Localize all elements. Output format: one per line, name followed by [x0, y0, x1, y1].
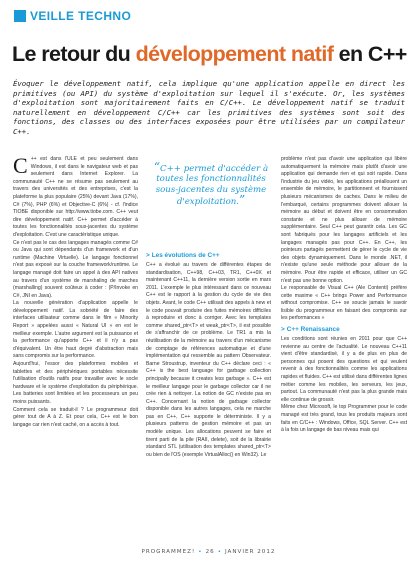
- paragraph: Aujourd'hui, l'essor des plateformes mobiles et tablettes et des périphériques portables nécessite l'utilisation d'outils natifs pour travailler avec le socle hardware et le système d'exploitation du périphérique. Les batteries sont limitées et les processeurs un peu moins puissants.: [13, 361, 138, 405]
- column-3: [281, 156, 407, 435]
- magazine-name: PROGRAMMEZ!: [141, 549, 196, 555]
- paragraph: Le responsable de Visual C++ (Ale Contenti) préfère cette maxime « C++ brings Power and Performance without compromise. C++ se soucie jamais le savoir lisible du programmeur en faisant des compromis sur les performances »: [281, 285, 407, 322]
- subhead: [146, 252, 271, 260]
- column-1: [13, 153, 138, 429]
- separator: •: [198, 549, 203, 555]
- article-title: [12, 42, 407, 67]
- arrow-icon: >: [146, 252, 150, 259]
- page-footer: [0, 549, 417, 555]
- section-label: VEILLE TECHNO: [30, 9, 132, 23]
- subhead-text: C++ Renaissance: [286, 326, 340, 334]
- pull-quote-text: C++ permet d'accéder à toutes les fonctionnalités sous-jacentes du système d'exploitation.: [155, 164, 269, 208]
- subhead-text: Les évolutions de C++: [151, 252, 220, 259]
- title-part-3: en C++: [333, 42, 407, 66]
- arrow-icon: >: [281, 326, 285, 334]
- article-intro: Évoquer le développement natif, cela implique qu'une application appelle en direct les primitives (ou API) du système d'exploitation sur lequel il s'exécute. Or, les systèmes d'exploitation sont majoritairement faits en C/C++. Le développement natif se traduit naturellement en développement C/C++ car les primitives des systèmes sont soit des fonctions, des classes ou des interfaces exposées pour être utilisées par un compilateur C++.: [13, 79, 405, 136]
- title-highlight: développement natif: [135, 42, 334, 66]
- quote-mark-icon: ”: [239, 193, 246, 208]
- paragraph: problème n'est pas d'avoir une application qui libère automatiquement la mémoire mais plutôt d'avoir une application qui demande rien et qui soit rapide. Dans l'industrie du jeu vidéo, les applications préallouent un ensemble de mémoire, le partitionnent et fournissent plusieurs mécanismes de caches. Dans le milieu de l'embarqué, certains programmes doivent allouer la mémoire au début et doivent être en consommation constante et ne plus allouer de mémoire supplémentaire. Seul C++ peut garantir cela. Les GC sont fabriqués pour les langages artificiels et les langages managés pas pour C++. En C++, les pointeurs partagés permettent de gérer le cycle de vie des objets dynamiquement. Dans le monde .NET, il n'existe qu'une seule méthode pour allouer de la mémoire. Pour être rapide et efficace, utiliser un GC n'est pas une bonne option.: [281, 156, 407, 284]
- separator: •: [217, 549, 222, 555]
- paragraph: La nouvelle génération d'application appelle le développement natif. La sobriété de faire des interfaces utilisateur comme dans le film « Minority Report » appelées aussi « Natural UI » en est le meilleur exemple. L'autre argument est la puissance et la performance qu'apporte C++ et il n'y a pas d'équivalent. Un être haut degré d'abstraction mais sans compromis sur la performance.: [13, 300, 138, 360]
- paragraph: Comment cela se traduit-il ? Le programmeur doit gérer tout de A à Z. Et pour cela, C++ est le bon langage car rien n'est caché, on a accès à tout.: [13, 406, 138, 428]
- quote-mark-icon: “: [153, 160, 161, 174]
- section-marker-square: [14, 10, 26, 22]
- pull-quote: [150, 162, 272, 208]
- paragraph: C++ a évolué au travers de différentes étapes de standardisation, C++98, C++03, TR1, C++0X et maintenant C++11, la dernière version sortie en mars 2011. L'exemple le plus intéressant dans ce nouveau C++ est le rapport à la gestion du cycle de vie des objets. Avant, le code C++ utilisait des appels à new et le code pouvait produire des fuites mémoires difficiles à reproduire et donc à corriger. Avec les templates comme shared_ptr<T> et weak_ptr<T>, il est possible de s'affranchir de ce problème. Le TR1 a mis la réutilisation de la mémoire au travers d'un mécanisme de comptage de références automatique et d'une implémentation qui ressemble au pattern Observateur. Barne Stroustrup, inventeur du C++ déclare ceci : « C++ is the best language for garbage collection principally because it creates less garbage ». C++ est le meilleur langage pour le garbage collector car il ne crée rien à nettoyer. La notion de GC n'existe pas en C++. Concernant la notion de garbage collector disponible dans les autres langages, cela ne marche pas en C++, C++ supporte le déterministe. Il y a plusieurs patterns de gestion mémoire et pas un modèle unique. Les allocations peuvent se faire et tirent parti de la pile (RAII, delete), soit de la librairie standard STL (utilisation des templates shared_ptr<T> ou bien de l'OS (exemple VirtualAlloc() en Win32). Le: [146, 262, 271, 458]
- drop-cap: C: [13, 153, 28, 178]
- paragraph: ++ est dans l'ULE et peu seulement dans Windows, il est dans le navigateur web et pas seulement dans Internet Explorer. La communauté C++ ne se résume pas seulement au travers des universités et des entreprises, c'est la plateforme la plus populaire (25%) devant Java (17%), C# (7%), PHP (6%) et Objective-C (6%) - cf. l'indice TIOBE disponible sur http://www.tiobe.com. C++ veut dire développement natif. C++ permet d'accéder à toutes les fonctionnalités sous-jacentes du système d'exploitation. C'est une caractéristique unique.: [13, 156, 138, 238]
- page-number: 26: [205, 549, 215, 555]
- issue-date: JANVIER 2012: [225, 549, 276, 555]
- column-2: [146, 252, 271, 459]
- subhead: [281, 326, 407, 334]
- paragraph: Les conditions sont réunies en 2011 pour que C++ revienne au centre de l'actualité. Le nouveau C++11 vient d'être standardisé, il y a de plus en plus de personnes qui posent des questions et qui veulent revenir à des fonctionnalités comme les applications rapides et fluides. C++ est utilisé dans différentes lignes métier comme les mobiles, les serveurs, les jeux, partout. La communauté n'est pas la plus grande mais elle continue de grossir.: [281, 336, 407, 403]
- title-part-1: Le retour du: [12, 42, 136, 66]
- paragraph: Même chez Microsoft, le top Programmer pour le code managé est très grand, tous les produits majeurs sont faits en C/C++ : Windows, Office, SQL Server. C++ est à la fois un langage de bas niveau mais qui: [281, 404, 407, 434]
- paragraph: Ce n'est pas le cas des langages managés comme C# ou Java qui sont dépendants d'un framework et d'un runtime (Machine Virtuelle). Le langage fonctionnel n'est pas exposé sur la couche framework/runtime. Le langage managé doit faire un appel à des API natives au travers d'un système de marshaling de marches (marshalling) souvent coûteux à coder : (P/Invoke en C#, JNI en Java).: [13, 239, 138, 299]
